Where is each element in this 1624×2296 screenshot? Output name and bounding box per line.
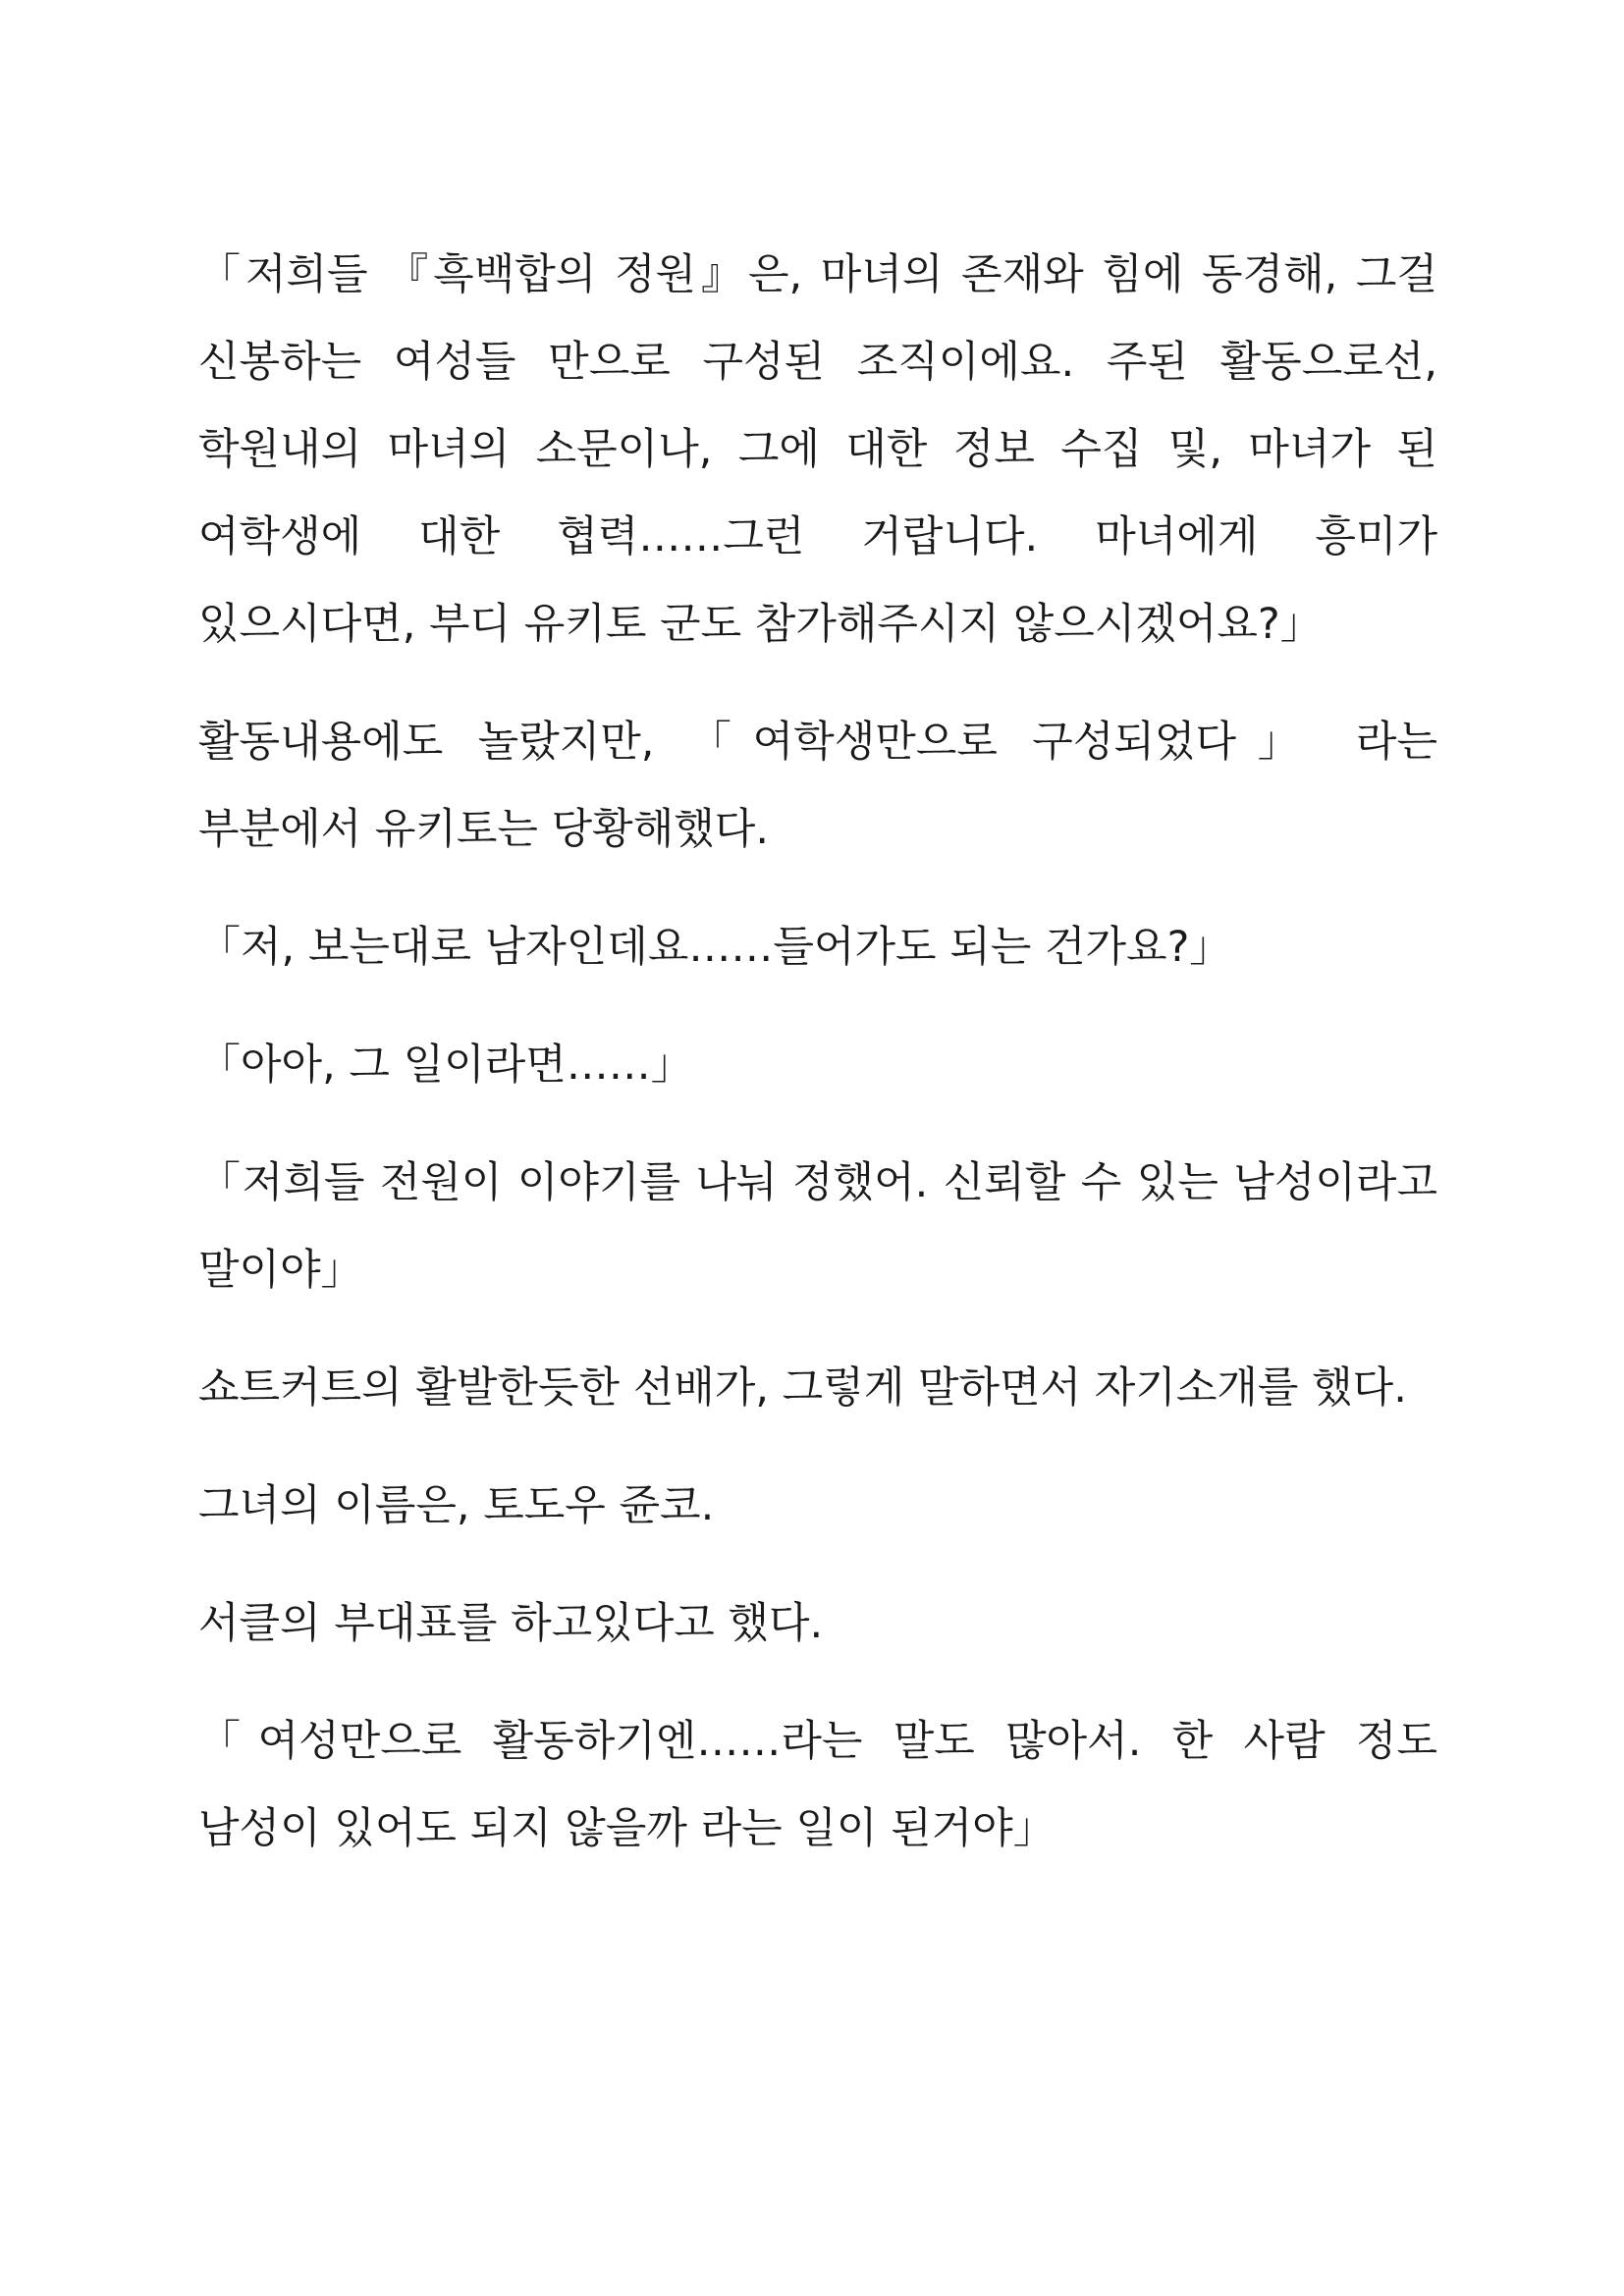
paragraph-8: 서클의 부대표를 하고있다고 했다.	[198, 1599, 824, 1648]
paragraph-4: 「아아, 그 일이라면……」	[198, 1041, 693, 1090]
paragraph-5: 「저희들 전원이 이야기를 나눠 정했어. 신뢰할 수 있는 남성이라고 말이야」	[198, 1158, 1437, 1295]
paragraph-2: 활동내용에도 놀랐지만, 「여학생만으로 구성되었다」 라는 부분에서 유키토는 당황해했다.	[198, 718, 1437, 854]
paragraph-6: 쇼트커트의 활발한듯한 선배가, 그렇게 말하면서 자기소개를 했다.	[198, 1363, 1407, 1413]
paragraph-3: 「저, 보는대로 남자인데요……들어가도 되는 건가요?」	[198, 923, 1232, 972]
paragraph-1: 「저희들 『흑백합의 정원』은, 마녀의 존재와 힘에 동경해, 그걸 신봉하는 여성들 만으로 구성된 조직이에요. 주된 활동으로선, 학원내의 마녀의 소문이나, 그에 대한 정보 수집 및, 마녀가 된 여학생에 대한 협력……그런 거랍니다. 마녀에게 흥미가 있으시다면, 부디 유키토 군도 참가해주시지 않으시겠어요?」	[198, 250, 1437, 649]
paragraph-9: 「여성만으로 활동하기엔……라는 말도 많아서. 한 사람 정도 남성이 있어도 되지 않을까 라는 일이 된거야」	[198, 1717, 1437, 1853]
document-page	[198, 232, 1437, 1903]
paragraph-7: 그녀의 이름은, 토도우 쥰코.	[198, 1481, 715, 1530]
